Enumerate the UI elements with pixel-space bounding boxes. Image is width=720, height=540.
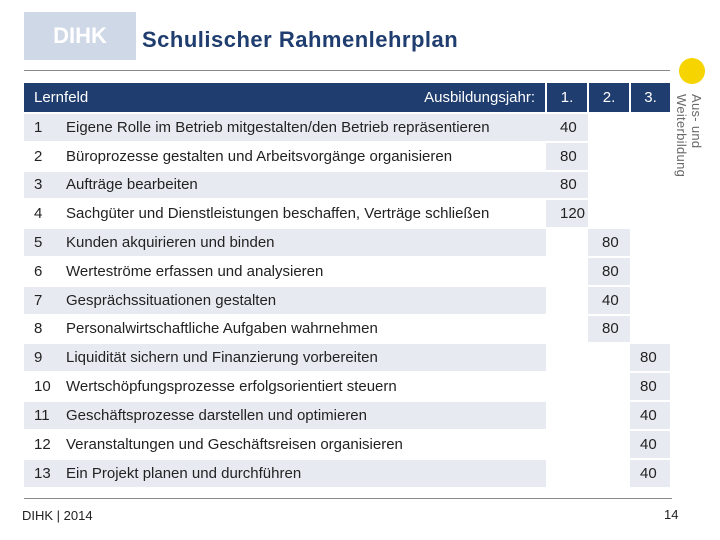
hours-year-3	[630, 228, 670, 257]
header-year-3: 3.	[630, 83, 670, 113]
hours-year-3: 40	[630, 401, 670, 430]
hours-year-3	[630, 315, 670, 344]
hours-year-2: 80	[588, 228, 630, 257]
table-row	[24, 228, 670, 257]
table-row	[24, 257, 670, 286]
table-row	[24, 286, 670, 315]
hours-year-3	[630, 142, 670, 171]
lernfeld-title: Gesprächssituationen gestalten	[56, 286, 546, 315]
hours-year-2	[588, 199, 630, 228]
hours-year-3: 80	[630, 372, 670, 401]
table-row	[24, 343, 670, 372]
hours-year-1: 80	[546, 142, 588, 171]
lernfeld-number: 5	[24, 228, 56, 257]
footer-source: DIHK | 2014	[22, 508, 93, 523]
table-row	[24, 171, 670, 200]
lernfeld-title: Geschäftsprozesse darstellen und optimieren	[56, 401, 546, 430]
hours-year-1	[546, 228, 588, 257]
lernfeld-title: Personalwirtschaftliche Aufgaben wahrnehmen	[56, 315, 546, 344]
lernfeld-number: 2	[24, 142, 56, 171]
lernfeld-number: 6	[24, 257, 56, 286]
hours-year-1	[546, 286, 588, 315]
hours-year-1	[546, 459, 588, 488]
header-lernfeld-cell	[24, 83, 546, 113]
lernfeld-title: Büroprozesse gestalten und Arbeitsvorgänge organisieren	[56, 142, 546, 171]
header-year-label: Ausbildungsjahr:	[424, 89, 535, 106]
footer-divider	[24, 498, 672, 499]
hours-year-3	[630, 113, 670, 142]
header-year-2: 2.	[588, 83, 630, 113]
lernfeld-number: 10	[24, 372, 56, 401]
hours-year-2: 80	[588, 315, 630, 344]
hours-year-3: 40	[630, 459, 670, 488]
table-row	[24, 142, 670, 171]
hours-year-1: 40	[546, 113, 588, 142]
hours-year-1	[546, 257, 588, 286]
hours-year-1	[546, 401, 588, 430]
page-number: 14	[664, 507, 679, 522]
hours-year-2	[588, 142, 630, 171]
hours-year-3	[630, 286, 670, 315]
lernfeld-title: Kunden akquirieren und binden	[56, 228, 546, 257]
hours-year-1	[546, 430, 588, 459]
title-divider	[24, 70, 670, 71]
lernfeld-number: 13	[24, 459, 56, 488]
lernfeld-title: Eigene Rolle im Betrieb mitgestalten/den Betrieb repräsentieren	[56, 113, 546, 142]
curriculum-table	[24, 83, 670, 487]
hours-year-2: 80	[588, 257, 630, 286]
hours-year-3: 80	[630, 343, 670, 372]
hours-year-3: 40	[630, 430, 670, 459]
hours-year-2	[588, 430, 630, 459]
lernfeld-number: 1	[24, 113, 56, 142]
table-row	[24, 372, 670, 401]
lernfeld-title: Sachgüter und Dienstleistungen beschaffen, Verträge schließen	[56, 199, 546, 228]
header-lernfeld-label: Lernfeld	[34, 89, 89, 106]
lernfeld-title: Wertschöpfungsprozesse erfolgsorientiert steuern	[56, 372, 546, 401]
hours-year-1: 120	[546, 199, 588, 228]
hours-year-3	[630, 257, 670, 286]
hours-year-3	[630, 171, 670, 200]
lernfeld-number: 9	[24, 343, 56, 372]
hours-year-2	[588, 459, 630, 488]
page-title: Schulischer Rahmenlehrplan	[142, 27, 459, 52]
lernfeld-title: Ein Projekt planen und durchführen	[56, 459, 546, 488]
hours-year-3	[630, 199, 670, 228]
lernfeld-number: 3	[24, 171, 56, 200]
hours-year-2	[588, 401, 630, 430]
lernfeld-title: Liquidität sichern und Finanzierung vorbereiten	[56, 343, 546, 372]
table-row	[24, 430, 670, 459]
lernfeld-number: 8	[24, 315, 56, 344]
logo-text: DIHK	[53, 23, 107, 48]
accent-dot-icon	[679, 58, 705, 84]
table-header-row	[24, 83, 670, 113]
hours-year-1: 80	[546, 171, 588, 200]
lernfeld-number: 4	[24, 199, 56, 228]
table-row	[24, 459, 670, 488]
table-row	[24, 315, 670, 344]
hours-year-2	[588, 343, 630, 372]
hours-year-1	[546, 343, 588, 372]
hours-year-2	[588, 171, 630, 200]
hours-year-1	[546, 372, 588, 401]
hours-year-2	[588, 113, 630, 142]
hours-year-2	[588, 372, 630, 401]
table-row	[24, 199, 670, 228]
lernfeld-title: Werteströme erfassen und analysieren	[56, 257, 546, 286]
hours-year-2: 40	[588, 286, 630, 315]
lernfeld-title: Veranstaltungen und Geschäftsreisen organisieren	[56, 430, 546, 459]
lernfeld-title: Aufträge bearbeiten	[56, 171, 546, 200]
lernfeld-number: 11	[24, 401, 56, 430]
table-row	[24, 401, 670, 430]
table-row	[24, 113, 670, 142]
dihk-logo	[24, 12, 136, 60]
lernfeld-number: 7	[24, 286, 56, 315]
header-year-1: 1.	[546, 83, 588, 113]
hours-year-1	[546, 315, 588, 344]
side-caption: Aus- und Weiterbildung	[674, 94, 704, 178]
lernfeld-number: 12	[24, 430, 56, 459]
